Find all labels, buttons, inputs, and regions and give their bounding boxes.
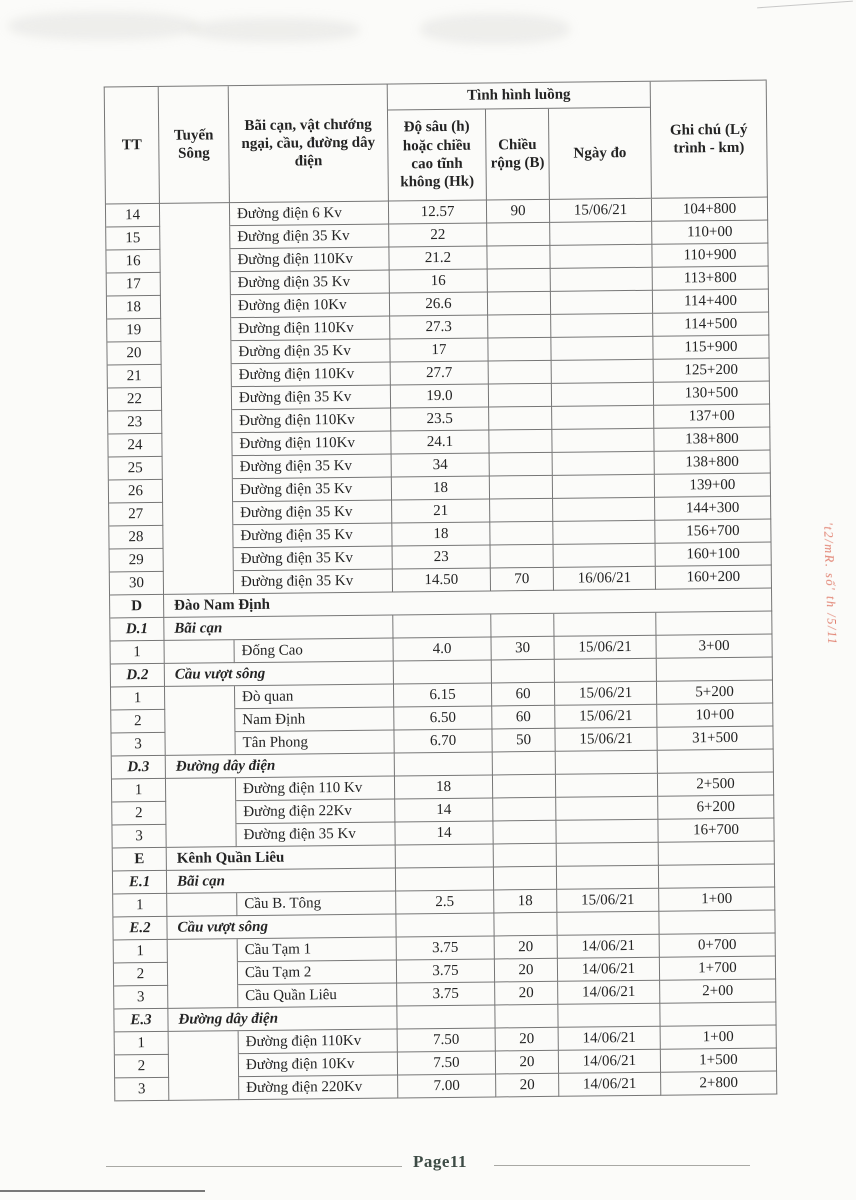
row-index-cell: D.2 — [111, 664, 165, 688]
obstacle-name-cell: Đường điện 35 Kv — [233, 478, 392, 503]
width-cell — [490, 522, 553, 546]
obstacle-name-cell: Đường điện 110Kv — [232, 363, 391, 388]
note-cell: 0+700 — [660, 934, 776, 958]
depth-cell: 24.1 — [391, 430, 489, 454]
width-cell — [488, 315, 551, 339]
row-index-cell: 3 — [115, 1078, 169, 1102]
width-cell — [493, 798, 556, 822]
width-cell: 20 — [495, 936, 558, 960]
row-index-cell: 1 — [111, 641, 165, 665]
obstacle-name-cell: Cầu B. Tông — [237, 891, 396, 916]
date-cell — [553, 475, 655, 499]
date-cell — [554, 544, 656, 568]
note-cell: 160+100 — [656, 543, 772, 567]
row-index-cell: 3 — [112, 825, 166, 849]
empty-depth-cell — [393, 614, 491, 638]
empty-note-cell — [660, 1003, 776, 1027]
obstacle-name-cell: Đường điện 35 Kv — [233, 455, 392, 480]
note-cell: 110+00 — [652, 221, 768, 245]
date-cell: 15/06/21 — [554, 636, 656, 660]
empty-note-cell — [659, 865, 775, 889]
date-cell — [552, 360, 654, 384]
empty-width-cell — [492, 660, 555, 684]
note-cell: 2+00 — [660, 980, 776, 1004]
route-cell — [166, 778, 236, 802]
obstacle-name-cell: Nam Định — [235, 707, 394, 732]
subsection-label-cell: Đường dây điện — [166, 753, 395, 778]
date-cell — [552, 383, 654, 407]
empty-depth-cell — [396, 867, 494, 891]
width-cell — [487, 223, 550, 247]
route-cell — [160, 249, 230, 273]
route-cell — [162, 433, 232, 457]
survey-table — [104, 80, 778, 1102]
obstacle-name-cell: Đường điện 35 Kv — [230, 225, 389, 250]
row-index-cell: 1 — [114, 940, 168, 964]
obstacle-name-cell: Đường điện 35 Kv — [232, 386, 391, 411]
note-cell: 1+700 — [660, 957, 776, 981]
row-index-cell: 16 — [106, 250, 160, 274]
date-cell: 14/06/21 — [559, 1027, 661, 1051]
date-cell — [556, 797, 658, 821]
width-cell: 30 — [491, 637, 554, 661]
row-index-cell: 22 — [108, 388, 162, 412]
note-cell: 31+500 — [657, 727, 773, 751]
route-cell — [163, 525, 233, 549]
obstacle-name-cell: Cầu Tạm 2 — [238, 960, 397, 985]
date-cell: 15/06/21 — [550, 199, 652, 223]
empty-note-cell — [657, 658, 773, 682]
depth-cell: 22 — [389, 223, 487, 247]
row-index-cell: 1 — [113, 894, 167, 918]
obstacle-name-cell: Đường điện 110Kv — [232, 409, 391, 434]
note-cell: 144+300 — [655, 497, 771, 521]
width-cell: 90 — [487, 200, 550, 224]
depth-cell: 27.7 — [391, 361, 489, 385]
route-cell — [165, 686, 235, 710]
column-header-tt: TT — [105, 87, 160, 205]
row-index-cell: D.3 — [112, 756, 166, 780]
width-cell: 60 — [492, 706, 555, 730]
date-cell — [556, 774, 658, 798]
route-cell — [165, 709, 235, 733]
subsection-label-cell: Đường dây điện — [168, 1006, 397, 1031]
route-cell — [166, 801, 236, 825]
obstacle-name-cell: Đường điện 35 Kv — [233, 501, 392, 526]
empty-date-cell — [555, 659, 657, 683]
date-cell — [553, 498, 655, 522]
row-index-cell: 23 — [108, 411, 162, 435]
date-cell: 15/06/21 — [557, 889, 659, 913]
row-index-cell: 26 — [109, 480, 163, 504]
depth-cell: 6.15 — [394, 683, 492, 707]
row-index-cell: 2 — [114, 963, 168, 987]
row-index-cell: 1 — [112, 779, 166, 803]
depth-cell: 16 — [390, 269, 488, 293]
empty-width-cell — [495, 1005, 558, 1029]
note-cell: 16+700 — [658, 819, 774, 843]
obstacle-name-cell: Cầu Quần Liêu — [238, 983, 397, 1008]
date-cell — [553, 452, 655, 476]
date-cell: 14/06/21 — [558, 958, 660, 982]
width-cell — [488, 338, 551, 362]
route-cell — [168, 939, 238, 963]
date-cell: 14/06/21 — [559, 1073, 661, 1097]
empty-depth-cell — [395, 752, 493, 776]
note-cell: 160+200 — [656, 566, 772, 590]
column-header-date: Ngày đo — [549, 108, 651, 200]
width-cell — [489, 407, 552, 431]
date-cell — [551, 337, 653, 361]
depth-cell: 14.50 — [393, 568, 491, 592]
row-index-cell: 2 — [115, 1055, 169, 1079]
note-cell: 125+200 — [654, 359, 770, 383]
width-cell — [489, 384, 552, 408]
obstacle-name-cell: Đường điện 22Kv — [236, 799, 395, 824]
depth-cell: 14 — [395, 821, 493, 845]
subsection-label-cell: Bãi cạn — [164, 615, 393, 640]
depth-cell: 19.0 — [391, 384, 489, 408]
empty-date-cell — [557, 843, 659, 867]
width-cell: 20 — [496, 1028, 559, 1052]
note-cell: 114+500 — [653, 313, 769, 337]
width-cell — [487, 246, 550, 270]
route-cell — [163, 456, 233, 480]
section-label-cell: Kênh Quần Liêu — [167, 845, 396, 870]
row-index-cell: 25 — [109, 457, 163, 481]
width-cell — [490, 476, 553, 500]
date-cell — [550, 245, 652, 269]
route-cell — [162, 364, 232, 388]
width-cell — [489, 430, 552, 454]
note-cell: 5+200 — [657, 681, 773, 705]
footer-rule-right — [494, 1165, 750, 1166]
empty-date-cell — [557, 866, 659, 890]
date-cell — [551, 291, 653, 315]
scan-smudge — [8, 12, 198, 40]
obstacle-name-cell: Đường điện 10Kv — [231, 294, 390, 319]
note-cell: 156+700 — [655, 520, 771, 544]
row-index-cell: 15 — [106, 227, 160, 251]
date-cell — [551, 314, 653, 338]
footer-page-label: Page11 — [413, 1152, 467, 1171]
row-index-cell: 18 — [107, 296, 161, 320]
row-index-cell: 1 — [111, 687, 165, 711]
depth-cell: 18 — [392, 476, 490, 500]
empty-width-cell — [494, 913, 557, 937]
width-cell: 20 — [495, 959, 558, 983]
depth-cell: 7.50 — [398, 1051, 496, 1075]
note-cell: 1+500 — [661, 1049, 777, 1073]
route-cell — [169, 1077, 239, 1101]
depth-cell: 6.70 — [394, 729, 492, 753]
route-cell — [163, 479, 233, 503]
scan-edge-line — [757, 1, 853, 9]
width-cell: 20 — [496, 1051, 559, 1075]
obstacle-name-cell: Đường điện 110 Kv — [236, 776, 395, 801]
column-group-header: Tình hình luồng — [388, 82, 650, 111]
empty-date-cell — [557, 912, 659, 936]
route-cell — [166, 824, 236, 848]
width-cell: 50 — [492, 729, 555, 753]
route-cell — [164, 571, 234, 595]
column-group-channel-condition — [388, 82, 652, 202]
row-index-cell: 30 — [110, 572, 164, 596]
note-cell: 2+800 — [661, 1072, 777, 1096]
row-index-cell: 19 — [107, 319, 161, 343]
empty-depth-cell — [397, 1005, 495, 1029]
note-cell: 6+200 — [658, 796, 774, 820]
date-cell — [552, 406, 654, 430]
scan-smudge — [190, 18, 360, 42]
scan-bottom-mark — [0, 1190, 205, 1192]
obstacle-name-cell: Đường điện 35 Kv — [234, 546, 393, 571]
width-cell: 20 — [496, 1074, 559, 1098]
row-index-cell: D — [110, 595, 164, 619]
note-cell: 104+800 — [652, 198, 768, 222]
depth-cell: 23 — [393, 545, 491, 569]
section-label-cell: Đào Nam Định — [164, 589, 772, 618]
width-cell — [491, 545, 554, 569]
footer-rule-left — [106, 1166, 402, 1167]
depth-cell: 26.6 — [390, 292, 488, 316]
width-cell: 70 — [491, 568, 554, 592]
route-cell — [161, 272, 231, 296]
obstacle-name-cell: Đường điện 110Kv — [230, 248, 389, 273]
row-index-cell: D.1 — [110, 618, 164, 642]
depth-cell: 14 — [395, 798, 493, 822]
subsection-label-cell: Cầu vượt sông — [167, 914, 396, 939]
date-cell — [551, 268, 653, 292]
note-cell: 10+00 — [657, 704, 773, 728]
date-cell — [553, 521, 655, 545]
scan-smudge — [420, 14, 570, 44]
column-header-note: Ghi chú (Lý trình - km) — [651, 81, 768, 199]
row-index-cell: 24 — [108, 434, 162, 458]
depth-cell: 3.75 — [397, 982, 495, 1006]
route-cell — [169, 1031, 239, 1055]
handwritten-annotation — [793, 520, 853, 675]
note-cell: 110+900 — [652, 244, 768, 268]
row-index-cell: 17 — [107, 273, 161, 297]
row-index-cell: 21 — [108, 365, 162, 389]
obstacle-name-cell: Đường điện 35 Kv — [236, 822, 395, 847]
row-index-cell: 3 — [111, 733, 165, 757]
date-cell — [550, 222, 652, 246]
date-cell — [556, 820, 658, 844]
depth-cell: 7.00 — [398, 1074, 496, 1098]
row-index-cell: E — [113, 848, 167, 872]
note-cell: 137+00 — [654, 405, 770, 429]
width-cell: 18 — [494, 890, 557, 914]
row-index-cell: 2 — [112, 802, 166, 826]
route-cell — [167, 893, 237, 917]
route-cell — [161, 341, 231, 365]
row-index-cell: E.1 — [113, 871, 167, 895]
table-body — [106, 198, 777, 1102]
note-cell: 139+00 — [655, 474, 771, 498]
row-index-cell: 29 — [110, 549, 164, 573]
subsection-label-cell: Bãi cạn — [167, 868, 396, 893]
row-index-cell: E.3 — [114, 1009, 168, 1033]
depth-cell: 18 — [395, 775, 493, 799]
note-cell: 1+00 — [659, 888, 775, 912]
empty-note-cell — [656, 612, 772, 636]
route-cell — [163, 502, 233, 526]
note-cell: 113+800 — [653, 267, 769, 291]
obstacle-name-cell: Đò quan — [235, 684, 394, 709]
depth-cell: 3.75 — [397, 959, 495, 983]
width-cell — [488, 292, 551, 316]
note-cell: 138+800 — [654, 428, 770, 452]
empty-note-cell — [659, 842, 775, 866]
depth-cell: 12.57 — [389, 200, 487, 224]
date-cell — [552, 429, 654, 453]
obstacle-name-cell: Đường điện 35 Kv — [233, 524, 392, 549]
width-cell — [489, 361, 552, 385]
route-cell — [165, 732, 235, 756]
note-cell: 2+500 — [658, 773, 774, 797]
obstacle-name-cell: Đường điện 110Kv — [239, 1029, 398, 1054]
route-cell — [161, 318, 231, 342]
empty-date-cell — [556, 751, 658, 775]
route-cell — [161, 295, 231, 319]
date-cell: 15/06/21 — [555, 705, 657, 729]
note-cell: 1+00 — [661, 1026, 777, 1050]
empty-depth-cell — [396, 913, 494, 937]
obstacle-name-cell: Đường điện 35 Kv — [234, 569, 393, 594]
obstacle-name-cell: Đường điện 35 Kv — [231, 271, 390, 296]
obstacle-name-cell: Đường điện 35 Kv — [231, 340, 390, 365]
route-cell — [164, 548, 234, 572]
column-header-width: Chiều rộng (B) — [486, 109, 550, 201]
route-cell — [168, 962, 238, 986]
empty-width-cell — [491, 614, 554, 638]
width-cell: 60 — [492, 683, 555, 707]
route-cell — [162, 387, 232, 411]
obstacle-name-cell: Đường điện 110Kv — [231, 317, 390, 342]
date-cell: 15/06/21 — [555, 682, 657, 706]
route-cell — [169, 1054, 239, 1078]
width-cell — [488, 269, 551, 293]
empty-depth-cell — [396, 844, 494, 868]
row-index-cell: 27 — [109, 503, 163, 527]
row-index-cell: 2 — [111, 710, 165, 734]
width-cell — [490, 453, 553, 477]
empty-note-cell — [659, 911, 775, 935]
empty-width-cell — [493, 752, 556, 776]
depth-cell: 21 — [392, 499, 490, 523]
empty-width-cell — [494, 867, 557, 891]
depth-cell: 7.50 — [398, 1028, 496, 1052]
route-cell — [168, 985, 238, 1009]
row-index-cell: 1 — [115, 1032, 169, 1056]
column-header-obstacle: Bãi cạn, vật chướng ngại, cầu, đường dây điện — [229, 85, 389, 204]
note-cell: 115+900 — [653, 336, 769, 360]
depth-cell: 6.50 — [394, 706, 492, 730]
row-index-cell: 3 — [114, 986, 168, 1010]
handwritten-annotation-text: 't2/mR. số' th /5/11 — [821, 522, 840, 646]
table-header-row — [105, 81, 768, 205]
route-cell — [160, 203, 230, 227]
obstacle-name-cell: Đường điện 220Kv — [239, 1075, 398, 1100]
date-cell: 14/06/21 — [558, 981, 660, 1005]
depth-cell: 21.2 — [389, 246, 487, 270]
note-cell: 130+500 — [654, 382, 770, 406]
depth-cell: 3.75 — [397, 936, 495, 960]
depth-cell: 2.5 — [396, 890, 494, 914]
width-cell: 20 — [495, 982, 558, 1006]
width-cell — [493, 821, 556, 845]
depth-cell: 18 — [392, 522, 490, 546]
empty-depth-cell — [394, 660, 492, 684]
row-index-cell: 20 — [107, 342, 161, 366]
depth-cell: 17 — [390, 338, 488, 362]
route-cell — [160, 226, 230, 250]
depth-cell: 34 — [392, 453, 490, 477]
column-header-depth: Độ sâu (h) hoặc chiều cao tĩnh không (Hk) — [388, 109, 487, 201]
obstacle-name-cell: Tân Phong — [235, 730, 394, 755]
empty-note-cell — [658, 750, 774, 774]
empty-date-cell — [554, 613, 656, 637]
column-header-route: Tuyến Sông — [159, 86, 230, 204]
depth-cell: 4.0 — [394, 637, 492, 661]
note-cell: 114+400 — [653, 290, 769, 314]
subsection-label-cell: Cầu vượt sông — [165, 661, 394, 686]
obstacle-name-cell: Đường điện 6 Kv — [230, 202, 389, 227]
depth-cell: 27.3 — [390, 315, 488, 339]
depth-cell: 23.5 — [391, 407, 489, 431]
empty-date-cell — [558, 1004, 660, 1028]
width-cell — [490, 499, 553, 523]
note-cell: 3+00 — [656, 635, 772, 659]
empty-width-cell — [494, 844, 557, 868]
date-cell: 16/06/21 — [554, 567, 656, 591]
row-index-cell: 14 — [106, 204, 160, 228]
width-cell — [493, 775, 556, 799]
route-cell — [162, 410, 232, 434]
obstacle-name-cell: Đường điện 10Kv — [239, 1052, 398, 1077]
date-cell: 15/06/21 — [555, 728, 657, 752]
date-cell: 14/06/21 — [559, 1050, 661, 1074]
row-index-cell: E.2 — [113, 917, 167, 941]
row-index-cell: 28 — [109, 526, 163, 550]
route-cell — [165, 640, 235, 664]
date-cell: 14/06/21 — [558, 935, 660, 959]
obstacle-name-cell: Đống Cao — [235, 638, 394, 663]
obstacle-name-cell: Cầu Tạm 1 — [238, 937, 397, 962]
note-cell: 138+800 — [655, 451, 771, 475]
obstacle-name-cell: Đường điện 110Kv — [232, 432, 391, 457]
